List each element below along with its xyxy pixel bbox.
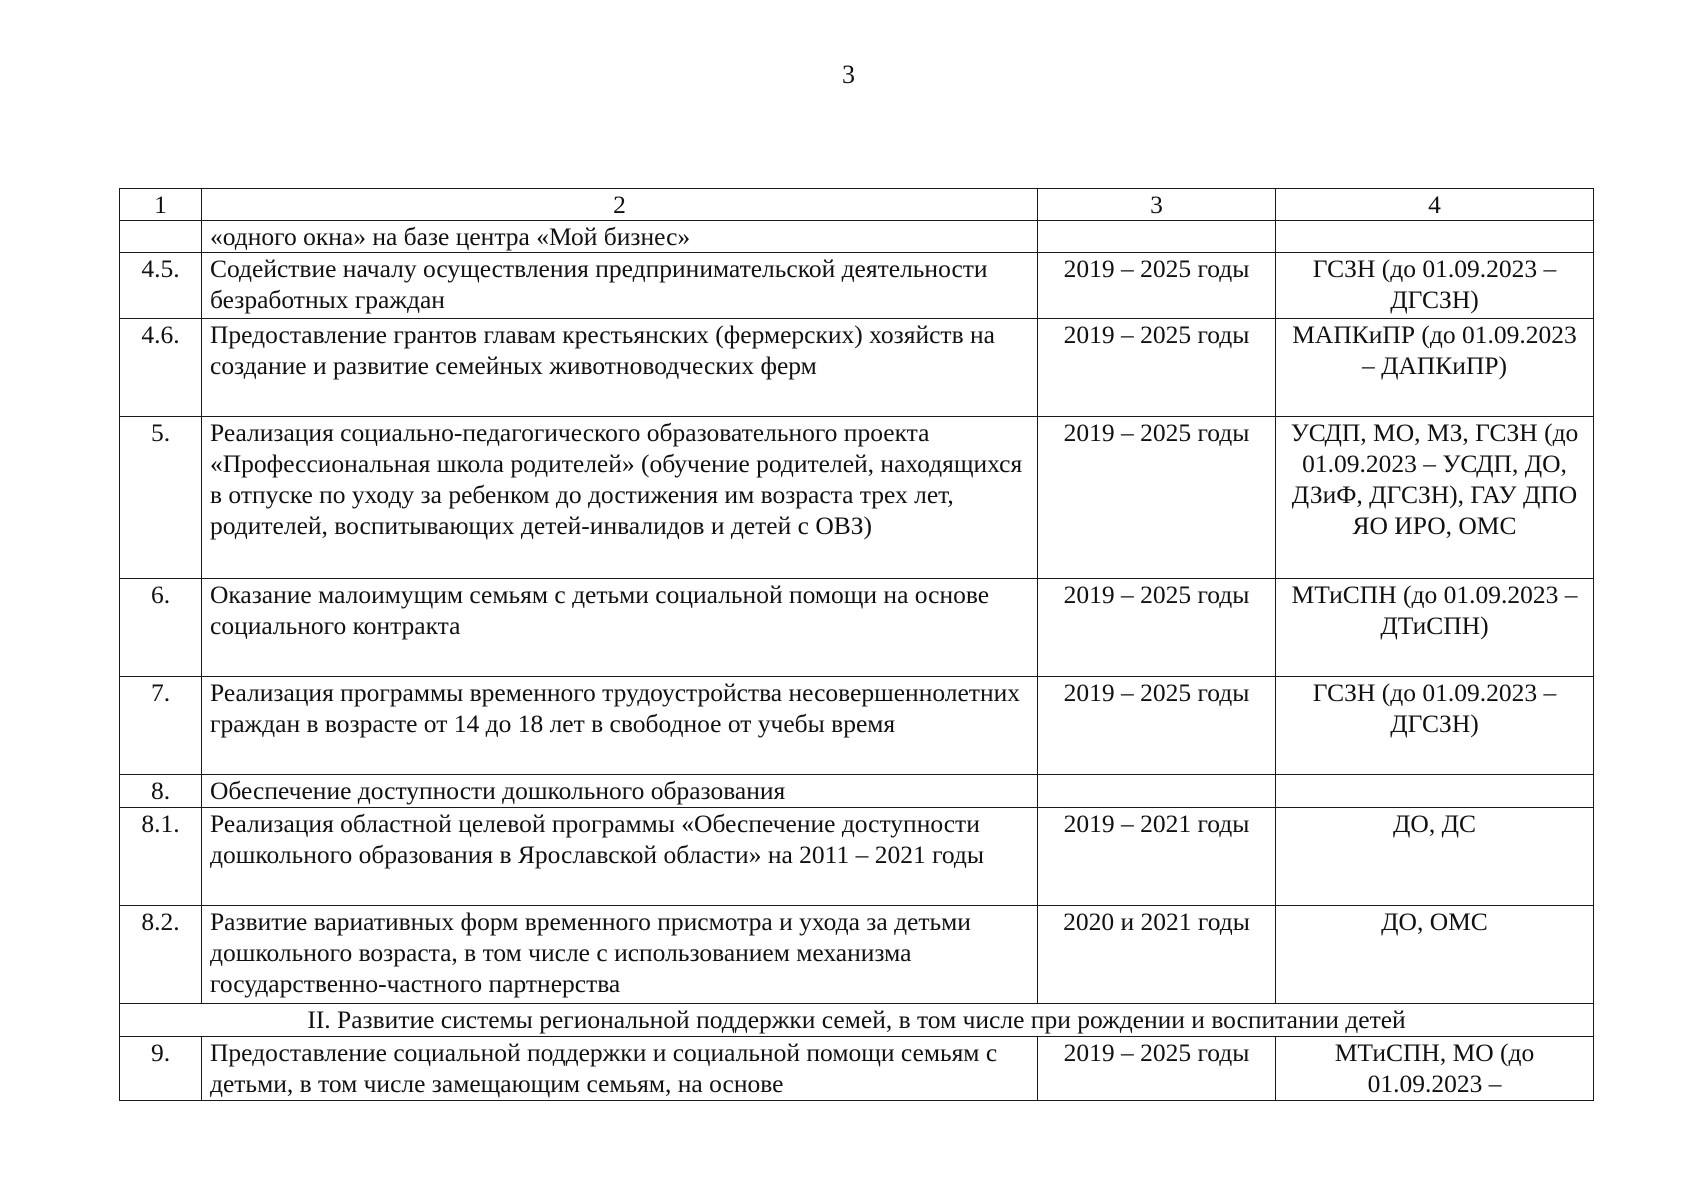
row-text: Предоставление социальной поддержки и социальной помощи семьям с детьми, в том числе замещающим семьям, на основе	[202, 1037, 1038, 1101]
row-responsible: ДО, ОМС	[1276, 906, 1594, 1004]
row-number: 7.	[120, 677, 202, 775]
table-row	[120, 906, 1594, 1004]
row-number: 5.	[120, 417, 202, 579]
row-responsible: УСДП, МО, МЗ, ГСЗН (до 01.09.2023 – УСДП, ДО, ДЗиФ, ДГСЗН), ГАУ ДПО ЯО ИРО, ОМС	[1276, 417, 1594, 579]
header-col-1: 1	[120, 189, 202, 221]
section-heading-row	[120, 1004, 1594, 1037]
row-text: Реализация социально-педагогического образовательного проекта «Профессиональная школа родителей» (обучение родителей, находящихся в отпуске по уходу за ребенком до достижения им возраста трех лет, родителей, воспитывающих детей-инвалидов и детей с ОВЗ)	[202, 417, 1038, 579]
row-text: Предоставление грантов главам крестьянских (фермерских) хозяйств на создание и развитие семейных животноводческих ферм	[202, 319, 1038, 417]
row-term: 2019 – 2025 годы	[1038, 253, 1276, 319]
header-col-3: 3	[1038, 189, 1276, 221]
row-number: 4.6.	[120, 319, 202, 417]
row-text: «одного окна» на базе центра «Мой бизнес»	[202, 221, 1038, 253]
row-term: 2019 – 2025 годы	[1038, 319, 1276, 417]
table-row	[120, 677, 1594, 775]
row-responsible: ГСЗН (до 01.09.2023 – ДГСЗН)	[1276, 677, 1594, 775]
row-responsible	[1276, 221, 1594, 253]
row-text: Реализация программы временного трудоустройства несовершеннолетних граждан в возрасте от 14 до 18 лет в свободное от учебы время	[202, 677, 1038, 775]
row-number: 8.2.	[120, 906, 202, 1004]
row-text: Обеспечение доступности дошкольного образования	[202, 775, 1038, 808]
measures-table	[119, 188, 1594, 1101]
row-term: 2020 и 2021 годы	[1038, 906, 1276, 1004]
table-header-row	[120, 189, 1594, 221]
row-number	[120, 221, 202, 253]
row-term: 2019 – 2025 годы	[1038, 1037, 1276, 1101]
header-col-4: 4	[1276, 189, 1594, 221]
header-col-2: 2	[202, 189, 1038, 221]
row-number: 9.	[120, 1037, 202, 1101]
page-number: 3	[842, 60, 855, 89]
row-responsible: МАПКиПР (до 01.09.2023 – ДАПКиПР)	[1276, 319, 1594, 417]
row-term: 2019 – 2025 годы	[1038, 579, 1276, 677]
table-row	[120, 579, 1594, 677]
row-responsible: ГСЗН (до 01.09.2023 – ДГСЗН)	[1276, 253, 1594, 319]
table-row	[120, 221, 1594, 253]
row-term	[1038, 221, 1276, 253]
row-responsible: МТиСПН (до 01.09.2023 – ДТиСПН)	[1276, 579, 1594, 677]
table-row	[120, 1037, 1594, 1101]
row-term: 2019 – 2025 годы	[1038, 677, 1276, 775]
row-text: Оказание малоимущим семьям с детьми социальной помощи на основе социального контракта	[202, 579, 1038, 677]
table-row	[120, 319, 1594, 417]
table-row	[120, 253, 1594, 319]
row-responsible: МТиСПН, МО (до 01.09.2023 –	[1276, 1037, 1594, 1101]
row-number: 8.	[120, 775, 202, 808]
row-text: Развитие вариативных форм временного присмотра и ухода за детьми дошкольного возраста, в том числе с использованием механизма государственно-частного партнерства	[202, 906, 1038, 1004]
row-text: Содействие началу осуществления предпринимательской деятельности безработных граждан	[202, 253, 1038, 319]
row-term: 2019 – 2021 годы	[1038, 808, 1276, 906]
table-row	[120, 775, 1594, 808]
row-responsible	[1276, 775, 1594, 808]
row-text: Реализация областной целевой программы «Обеспечение доступности дошкольного образования в Ярославской области» на 2011 – 2021 годы	[202, 808, 1038, 906]
row-term: 2019 – 2025 годы	[1038, 417, 1276, 579]
table-row	[120, 808, 1594, 906]
row-number: 6.	[120, 579, 202, 677]
row-number: 4.5.	[120, 253, 202, 319]
row-number: 8.1.	[120, 808, 202, 906]
section-heading: II. Развитие системы региональной поддержки семей, в том числе при рождении и воспитании детей	[120, 1004, 1594, 1037]
table-row	[120, 417, 1594, 579]
row-term	[1038, 775, 1276, 808]
row-responsible: ДО, ДС	[1276, 808, 1594, 906]
